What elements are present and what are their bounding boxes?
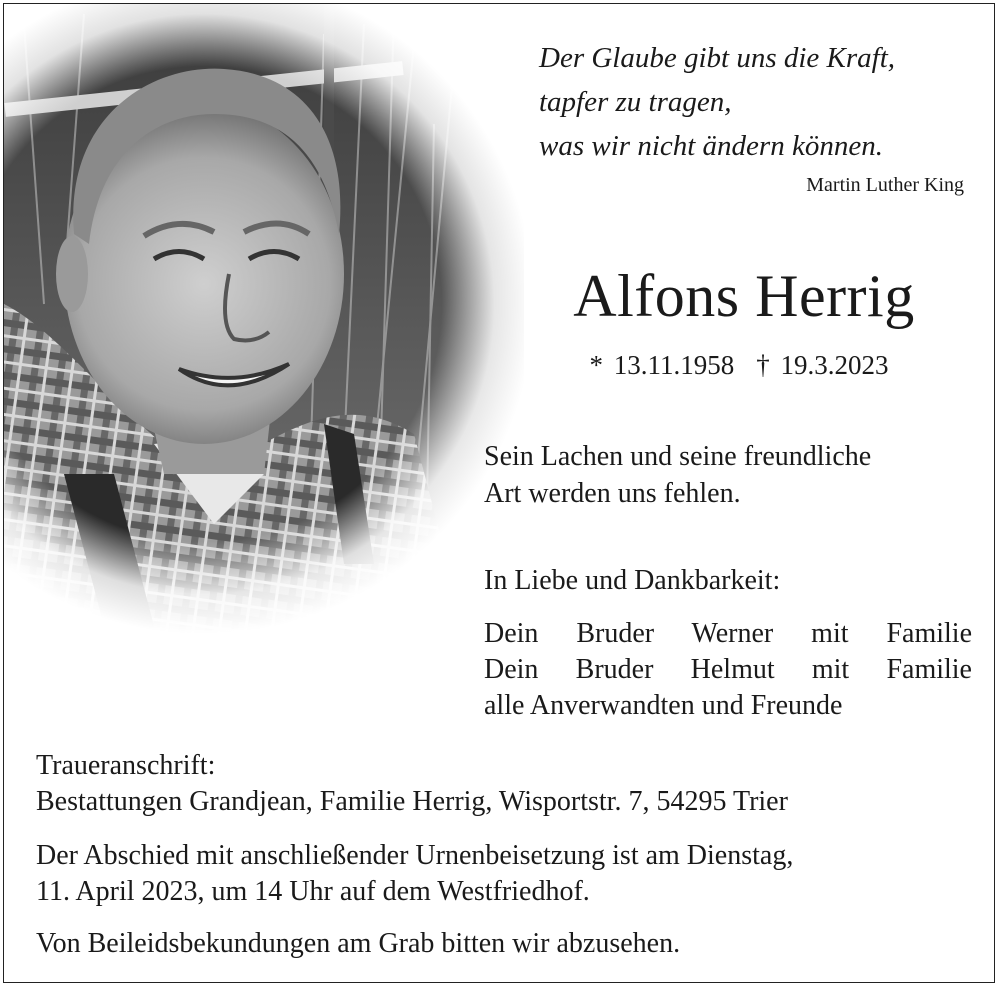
quote-line: was wir nicht ändern können. xyxy=(539,130,883,162)
deceased-name: Alfons Herrig xyxy=(573,263,915,329)
ceremony-info xyxy=(36,838,976,910)
obituary-notice xyxy=(3,3,995,983)
address-label: Traueranschrift: xyxy=(36,750,216,781)
mourner-line: Dein Bruder Werner mit Familie xyxy=(484,618,972,649)
life-dates xyxy=(504,350,974,381)
quote-author: Martin Luther King xyxy=(806,174,964,196)
message-line: Sein Lachen und seine freundliche xyxy=(484,441,872,472)
address-line: Bestattungen Grandjean, Familie Herrig, Wisportstr. 7, 54295 Trier xyxy=(36,786,788,817)
portrait-photo xyxy=(4,4,524,664)
message-line: Art werden uns fehlen. xyxy=(484,478,741,509)
mourner-line: Dein Bruder Helmut mit Familie xyxy=(484,654,972,685)
ceremony-line: 11. April 2023, um 14 Uhr auf dem Westfriedhof. xyxy=(36,876,590,907)
quote-line: tapfer zu tragen, xyxy=(539,86,732,118)
farewell-message xyxy=(484,438,972,512)
mourners-intro: In Liebe und Dankbarkeit: xyxy=(484,565,781,596)
birth-date: * 13.11.1958 xyxy=(589,350,735,380)
mourners-list xyxy=(484,616,972,724)
death-date: † 19.3.2023 xyxy=(756,350,889,380)
mourner-line: alle Anverwandten und Freunde xyxy=(484,690,843,721)
memorial-quote xyxy=(539,36,979,168)
quote-line: Der Glaube gibt uns die Kraft, xyxy=(539,42,896,74)
funeral-address xyxy=(36,748,976,820)
condolence-note: Von Beileidsbekundungen am Grab bitten wir abzusehen. xyxy=(36,928,681,959)
ceremony-line: Der Abschied mit anschließender Urnenbeisetzung ist am Dienstag, xyxy=(36,840,794,871)
